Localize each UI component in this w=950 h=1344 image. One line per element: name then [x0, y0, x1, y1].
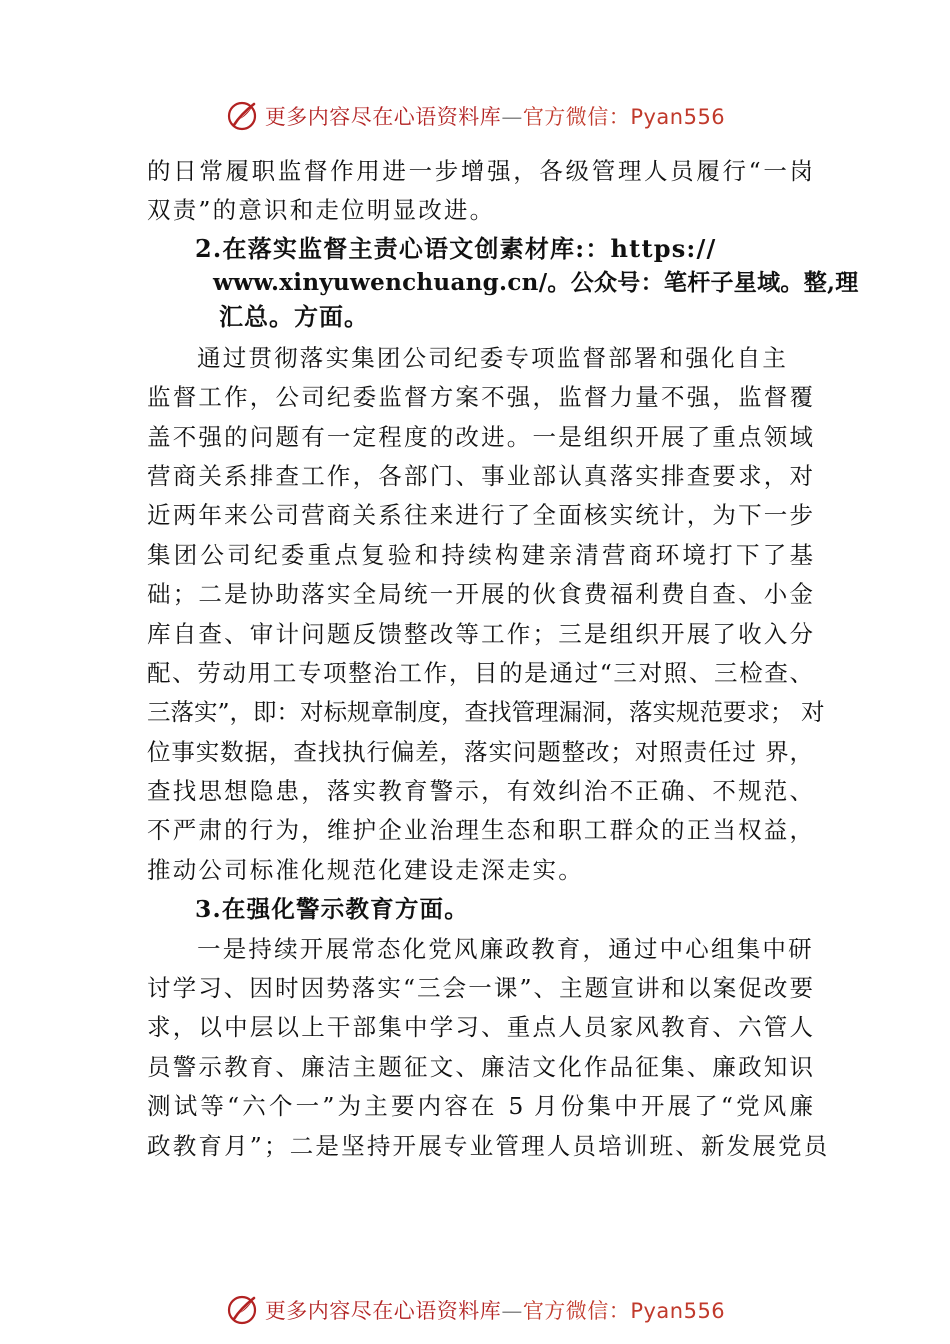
watermark-text — [265, 1295, 725, 1325]
body-line: 的日常履职监督作用进一步增强，各级管理人员履行“一岗 — [147, 157, 813, 185]
footer-watermark-banner — [0, 1290, 950, 1330]
watermark-main-text: 更多内容尽在心语资料库 — [264, 1299, 502, 1323]
watermark-wechat-label: 官方微信： — [522, 105, 631, 129]
body-line: 监督工作，公司纪委监督方案不强，监督力量不强，监督覆 — [147, 383, 813, 412]
body-line: 不严肃的行为，维护企业治理生态和职工群众的正当权益， — [147, 816, 813, 845]
body-line: 础；二是协助落实全局统一开展的伙食费福利费自查、小金 — [147, 580, 813, 609]
body-line: 三落实”，即：对标规章制度，查找管理漏洞，落实规范要求； 对 — [147, 698, 825, 727]
watermark-dash: — — [501, 105, 523, 129]
body-line: 推动公司标准化规范化建设走深走实。 — [147, 855, 584, 884]
heading-line: www.xinyuwenchuang.cn/。公众号：笔杆子星域。整,理 — [213, 268, 859, 296]
body-line: 查找思想隐患，落实教育警示，有效纠治不正确、不规范、 — [147, 777, 813, 806]
watermark-wechat-label: 官方微信： — [522, 1299, 631, 1323]
watermark-handle: Pyan556 — [630, 105, 726, 129]
quill-logo-icon — [225, 99, 259, 133]
header-watermark-banner — [0, 96, 950, 136]
body-line: 测试等“六个一”为主要内容在 5 月份集中开展了“党风廉 — [147, 1092, 813, 1121]
quill-logo-icon — [225, 1293, 259, 1327]
watermark-dash: — — [501, 1299, 523, 1323]
heading-line: 2.在落实监督主责心语文创素材库:：https:// — [195, 233, 717, 263]
heading-line: 汇总。方面。 — [219, 301, 369, 331]
body-line: 讨学习、因时因势落实“三会一课”、主题宣讲和以案促改要 — [147, 974, 813, 1003]
body-line: 营商关系排查工作，各部门、事业部认真落实排查要求，对 — [147, 461, 813, 490]
body-line: 盖不强的问题有一定程度的改进。一是组织开展了重点领域 — [147, 422, 813, 451]
section-heading-2 — [195, 232, 859, 334]
body-line: 一是持续开展常态化党风廉政教育，通过中心组集中研 — [197, 934, 814, 963]
body-line: 库自查、审计问题反馈整改等工作；三是组织开展了收入分 — [147, 619, 813, 648]
watermark-handle: Pyan556 — [630, 1299, 726, 1323]
body-line: 近两年来公司营商关系往来进行了全面核实统计，为下一步 — [147, 501, 813, 530]
document-body — [147, 152, 859, 1166]
body-line: 集团公司纪委重点复验和持续构建亲清营商环境打下了基 — [147, 540, 813, 569]
body-line: 位事实数据，查找执行偏差，落实问题整改；对照责任过 界， — [147, 737, 813, 766]
body-line: 双责”的意识和走位明显改进。 — [147, 196, 496, 225]
body-line: 员警示教育、廉洁主题征文、廉洁文化作品征集、廉政知识 — [147, 1052, 813, 1081]
body-line: 求，以中层以上干部集中学习、重点人员家风教育、六管人 — [147, 1013, 813, 1042]
watermark-text — [265, 101, 725, 131]
body-line: 通过贯彻落实集团公司纪委专项监督部署和强化自主 — [197, 343, 789, 372]
section-heading-3: 3.在强化警示教育方面。 — [195, 895, 469, 924]
watermark-main-text: 更多内容尽在心语资料库 — [264, 105, 502, 129]
body-line: 政教育月”；二是坚持开展专业管理人员培训班、新发展党员 — [147, 1131, 830, 1160]
body-line: 配、劳动用工专项整治工作，目的是通过“三对照、三检查、 — [147, 658, 813, 687]
